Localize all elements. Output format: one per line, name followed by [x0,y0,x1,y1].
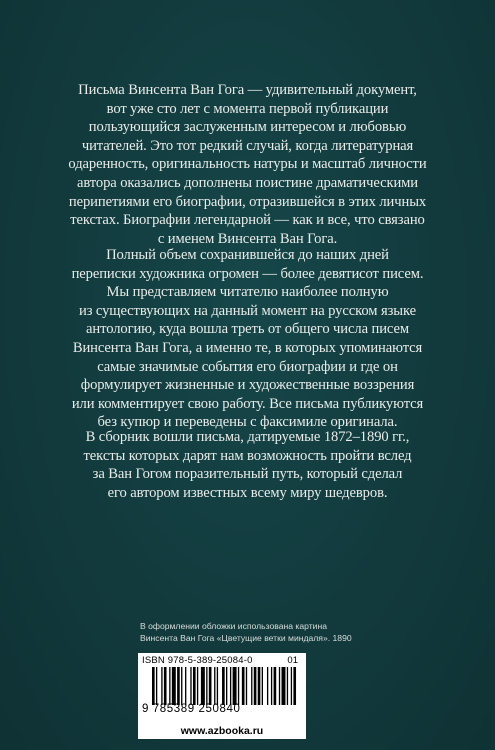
barcode-bar [262,667,263,705]
barcode-bar [251,667,252,705]
annotation-paragraph-2 [62,246,433,432]
cover-art-credit [140,620,360,644]
text-line: переписки художника огромен — более девятисот писем. [71,265,424,282]
barcode-bar [233,667,237,705]
text-line: за Ван Гогом поразительный путь, который сделал [92,466,403,483]
text-line: перипетиями его биографии, отразившейся в этих личных [68,193,427,210]
barcode-bar [230,667,231,705]
barcode-bar [222,667,225,705]
text-line: его автором известных всему миру шедевров. [107,484,388,501]
credit-line: В оформлении обложки использована картина [140,621,327,631]
text-line: или комментирует свою работу. Все письма публикуются [71,395,424,412]
text-line: В сборник вошли письма, датируемые 1872–1890 гг., [85,429,410,445]
barcode-bar [177,667,180,705]
barcode-bar [291,667,292,705]
credit-line: Винсента Ван Гога «Цветущие ветки миндаля». 1890 [140,633,352,643]
text-line: Мы представляем читателю наиболее полную [106,284,389,301]
publisher-website: www.azbooka.ru [138,725,306,739]
text-line: без купюр и переведены с факсимиле оригинала. [97,414,398,431]
text-line: самые значимые события его биографии и где он [97,358,398,375]
text-line: текстах. Биографии легендарной — как и все, что связано [70,212,425,229]
barcode-bar [152,667,155,705]
barcode-bars [152,667,300,705]
barcode-bar [279,667,280,705]
text-line: одаренность, оригинальность натуры и масштаб личности [68,156,427,173]
barcode-bar [193,667,196,705]
text-line: читателей. Это тот редкий случай, когда литературная [81,137,414,154]
isbn-label: ISBN 978-5-389-25084-0 [142,655,253,666]
barcode-bar [271,667,272,705]
barcode-bar [172,667,176,705]
barcode-bar [217,667,218,705]
barcode-bar [197,667,198,705]
text-line: автора оказались дополнены поистине драматическими [76,174,418,191]
barcode-bar [206,667,207,705]
barcode-bar [238,667,239,705]
barcode-bar [209,667,212,705]
barcode-bar [185,667,186,705]
barcode-bar [156,667,157,705]
barcode-bar [293,667,296,705]
text-line: Письма Винсента Ван Гога — удивительный документ, [78,82,417,98]
barcode-bar [254,667,257,705]
annotation-paragraph-1 [62,81,433,248]
text-line: с именем Винсента Ван Гога. [157,230,338,247]
barcode-bar [242,667,245,705]
barcode-bar [246,667,247,705]
annotation-paragraph-3 [62,428,433,502]
barcode-bar [164,667,167,705]
barcode-bar [169,667,170,705]
text-line: формулирует жизненные и художественные воззрения [80,377,415,394]
text-line: Винсента Ван Гога, а именно те, в которых упоминаются [72,339,423,356]
barcode-bar [267,667,268,705]
barcode-bar [161,667,162,705]
text-line: вот уже сто лет с момента первой публикации [106,100,389,117]
barcode-digits: 9 785389 250840 [142,703,241,715]
barcode-bar [258,667,261,705]
barcode-bar [274,667,277,705]
text-line: антологию, куда вошла треть от общего числа писем [86,321,409,338]
barcode-bar [287,667,288,705]
isbn-addon: 01 [287,655,298,666]
text-line: Полный объем сохранившейся до наших дней [106,247,389,263]
barcode-bar [282,667,286,705]
barcode-bar [181,667,182,705]
text-line: тексты которых дарят нам возможность пройти вслед [83,447,412,464]
barcode-bar [214,667,215,705]
barcode-bar [190,667,191,705]
barcode-panel [138,653,306,725]
text-line: из существующих на данный момент на русском языке [79,302,416,319]
text-line: пользующийся заслуженным интересом и любовью [88,119,407,136]
barcode-bar [226,667,227,705]
barcode-bar [201,667,205,705]
